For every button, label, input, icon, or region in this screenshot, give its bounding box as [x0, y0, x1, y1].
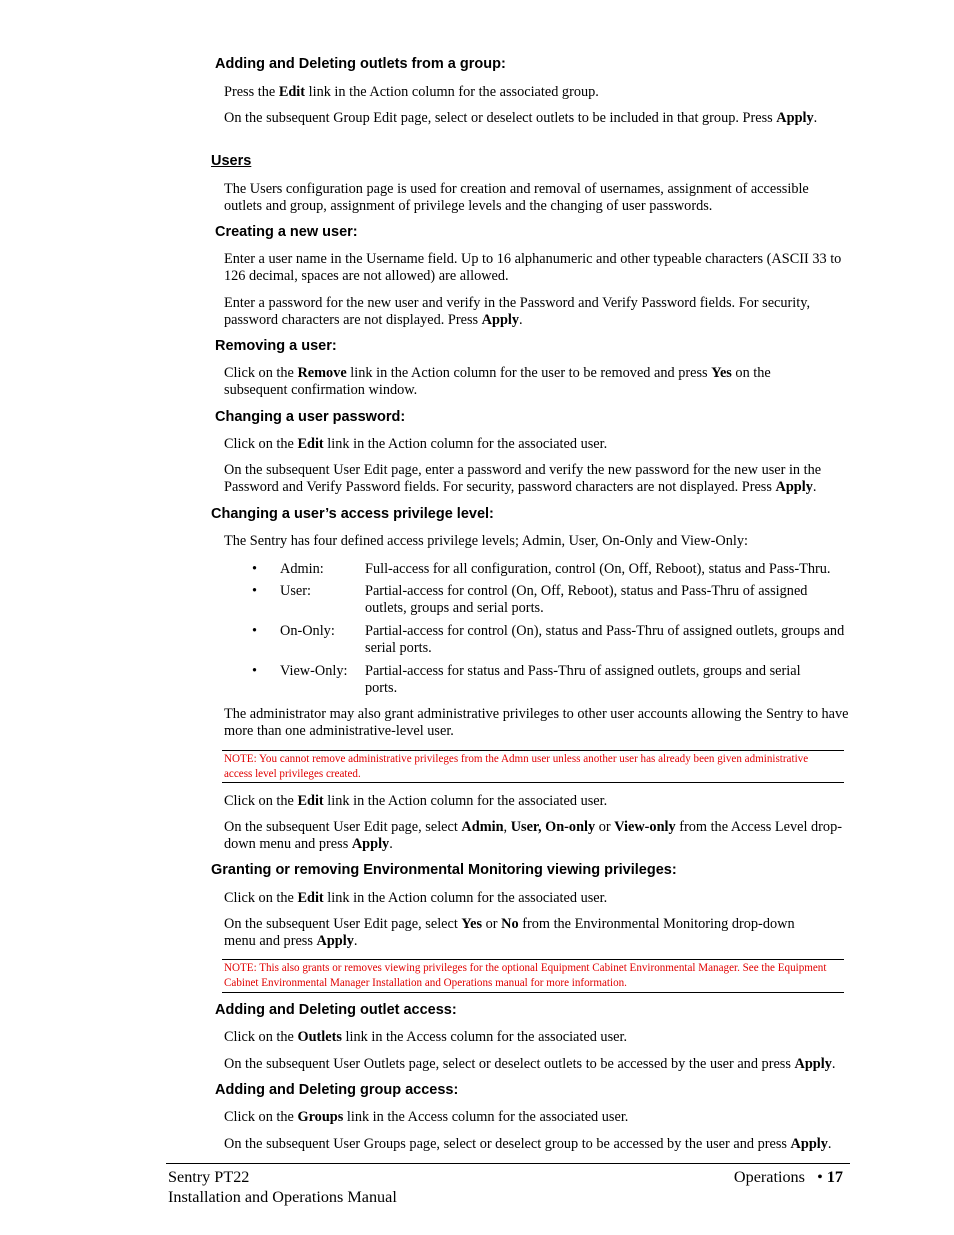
heading-changing-password: Changing a user password: — [215, 409, 406, 425]
heading-removing-user: Removing a user: — [215, 338, 337, 354]
level-name: Admin: — [280, 561, 324, 577]
paragraph: Click on the Edit link in the Action column for the associated user. — [224, 890, 608, 906]
footer-bullet: • — [817, 1168, 823, 1186]
heading-creating-user: Creating a new user: — [215, 224, 358, 240]
heading-outlets-group: Adding and Deleting outlets from a group: — [215, 56, 506, 72]
paragraph: Enter a password for the new user and verify in the Password and Verify Password fields. For security, password characters are not displayed. Press Apply. — [224, 295, 811, 328]
heading-outlet-access: Adding and Deleting outlet access: — [215, 1002, 457, 1018]
paragraph: The Users configuration page is used for creation and removal of usernames, assignment of accessible outlets and group, assignment of privilege levels and the changing of user passwords. — [224, 181, 809, 214]
note-divider — [222, 992, 844, 993]
paragraph: On the subsequent User Edit page, select Yes or No from the Environmental Monitoring drop-down menu and press Apply. — [224, 916, 795, 949]
footer-rule — [166, 1163, 850, 1164]
footer-manual-title: Installation and Operations Manual — [168, 1188, 397, 1206]
bullet: • — [252, 623, 258, 639]
heading-env-monitoring: Granting or removing Environmental Monitoring viewing privileges: — [211, 862, 677, 878]
paragraph: The administrator may also grant administrative privileges to other user accounts allowing the Sentry to have more than one administrative-level user. — [224, 706, 849, 739]
footer-section: Operations — [733, 1168, 805, 1186]
note-divider — [222, 959, 844, 960]
level-description: Partial-access for status and Pass-Thru of assigned outlets, groups and serial ports. — [365, 663, 801, 696]
level-description: Full-access for all configuration, control (On, Off, Reboot), status and Pass-Thru. — [365, 561, 831, 577]
paragraph: Click on the Groups link in the Access column for the associated user. — [224, 1109, 629, 1125]
bullet: • — [252, 561, 258, 577]
level-description: Partial-access for control (On, Off, Reboot), status and Pass-Thru of assigned outlets, groups and serial ports. — [365, 583, 808, 616]
paragraph: On the subsequent Group Edit page, select or deselect outlets to be included in that group. Press Apply. — [224, 110, 818, 126]
paragraph: Enter a user name in the Username field. Up to 16 alphanumeric and other typeable characters (ASCII 33 to 126 decimal, spaces are not allowed) are allowed. — [224, 251, 842, 284]
note-divider — [222, 750, 844, 751]
paragraph: On the subsequent User Groups page, select or deselect group to be accessed by the user and press Apply. — [224, 1136, 832, 1152]
paragraph: Click on the Remove link in the Action column for the user to be removed and press Yes on the subsequent confirmation window. — [224, 365, 771, 398]
level-name: View-Only: — [280, 663, 348, 679]
paragraph: Click on the Edit link in the Action column for the associated user. — [224, 793, 608, 809]
section-title-users: Users — [211, 153, 252, 169]
footer-page-label — [734, 1167, 843, 1187]
note-divider — [222, 782, 844, 783]
paragraph: Press the Edit link in the Action column for the associated group. — [224, 84, 599, 100]
note-env-manager: NOTE: This also grants or removes viewing privileges for the optional Equipment Cabinet Environmental Manager. See the Equipment Cabinet Environmental Manager Installation and Operations manual for more information. — [224, 962, 827, 989]
level-description: Partial-access for control (On), status and Pass-Thru of assigned outlets, groups and serial ports. — [365, 623, 845, 656]
heading-privilege-level: Changing a user’s access privilege level: — [211, 506, 494, 522]
paragraph: On the subsequent User Edit page, enter a password and verify the new password for the new user in the Password and Verify Password fields. For security, password characters are not displayed. Press Apply. — [224, 462, 822, 495]
paragraph: Click on the Edit link in the Action column for the associated user. — [224, 436, 608, 452]
paragraph: Click on the Outlets link in the Access column for the associated user. — [224, 1029, 628, 1045]
level-name: On-Only: — [280, 623, 335, 639]
paragraph: The Sentry has four defined access privilege levels; Admin, User, On-Only and View-Only: — [224, 533, 748, 549]
bullet: • — [252, 663, 258, 679]
heading-group-access: Adding and Deleting group access: — [215, 1082, 459, 1098]
page-number: 17 — [826, 1168, 843, 1186]
level-name: User: — [280, 583, 311, 599]
paragraph: On the subsequent User Outlets page, select or deselect outlets to be accessed by the user and press Apply. — [224, 1056, 836, 1072]
paragraph: On the subsequent User Edit page, select Admin, User, On-only or View-only from the Access Level drop-down menu and press Apply. — [224, 819, 842, 852]
note-admin: NOTE: You cannot remove administrative privileges from the Admn user unless another user has already been given administrative access level privileges created. — [224, 753, 809, 780]
footer-product: Sentry PT22 — [168, 1168, 250, 1186]
bullet: • — [252, 583, 258, 599]
